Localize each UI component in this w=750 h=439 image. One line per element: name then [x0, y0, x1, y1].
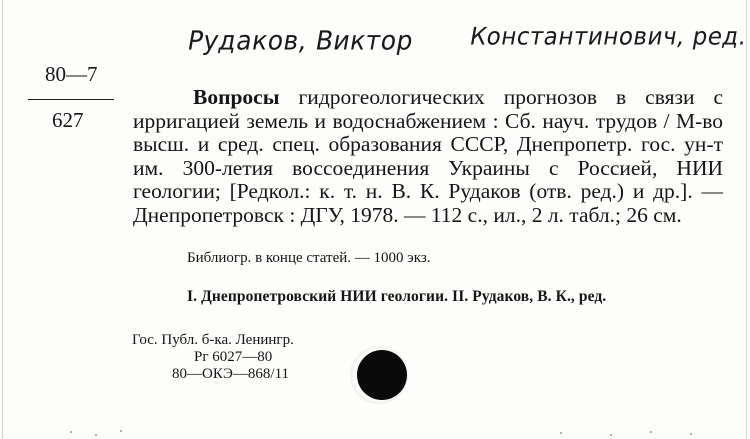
scan-specks: [0, 421, 750, 439]
bibliography-note: Библиогр. в конце статей. — 1000 экз.: [187, 250, 431, 266]
library-stamp: [132, 332, 294, 383]
call-number-bottom: 627: [52, 108, 84, 132]
call-number-top: 80—7: [45, 62, 98, 86]
library-line-3: 80—ОКЭ—868/11: [172, 366, 290, 382]
entry-heading: Вопросы: [193, 85, 280, 109]
bibliographic-entry: [133, 86, 723, 227]
card-right-edge: [746, 0, 747, 439]
handwritten-author-patronymic: Константинович, ред.: [467, 23, 750, 51]
punch-hole: [357, 350, 407, 400]
tracing-line: I. Днепропетровский НИИ геологии. II. Рудаков, В. К., ред.: [187, 288, 607, 305]
card-left-edge: [2, 0, 3, 439]
call-number-divider: [28, 99, 114, 100]
handwritten-author-name: Рудаков, Виктор: [185, 25, 416, 56]
library-line-1: Гос. Публ. б-ка. Ленингр.: [132, 332, 294, 348]
entry-body: гидрогеологических прогнозов в связи с ирригацией земель и водоснабжением : Сб. науч. трудов / М-во высш. и сред. спец. образования СССР, Днепропетр. гос. ун-т им. 300-летия воссоединения Украины с Россией, НИИ геологии; [Редкол.: к. т. н. В. К. Рудаков (отв. ред.) и др.]. — Днепропетровск : ДГУ, 1978. — 112 с., ил., 2 л. табл.; 26 см.: [133, 85, 723, 227]
library-line-2: Рг 6027—80: [194, 349, 273, 365]
